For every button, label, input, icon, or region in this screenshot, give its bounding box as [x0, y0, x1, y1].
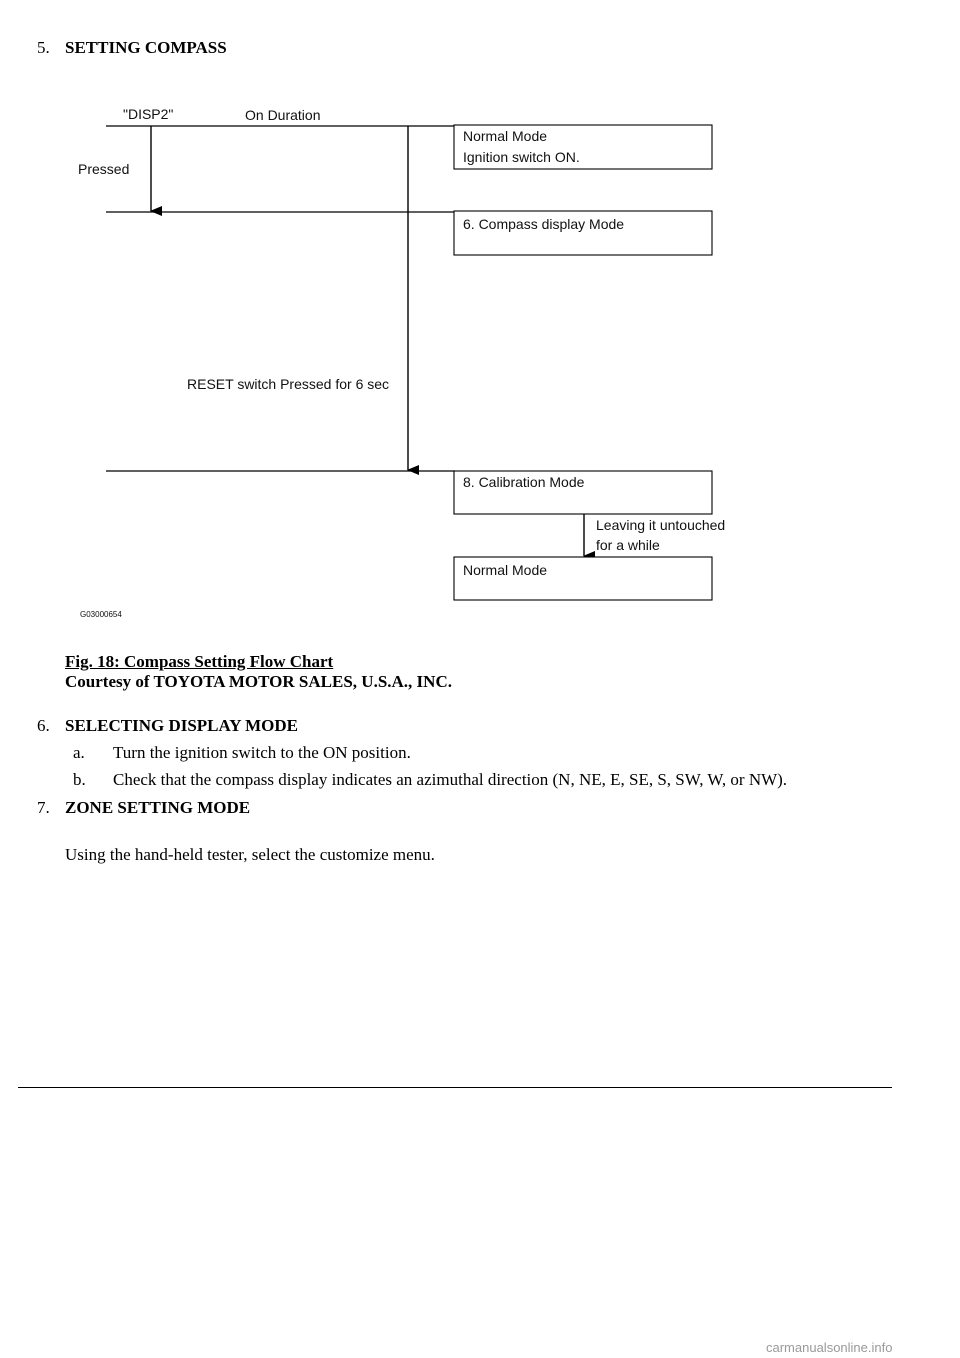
item-b-letter: b.	[73, 770, 86, 789]
disp2-label: "DISP2"	[123, 106, 174, 122]
section-7-number: 7.	[37, 798, 50, 817]
compass-flow-diagram	[0, 0, 960, 640]
on-duration-label: On Duration	[245, 107, 321, 123]
box-1-line-1: Normal Mode	[463, 128, 548, 144]
box-3-label: 8. Calibration Mode	[463, 474, 585, 490]
section-7-title: ZONE SETTING MODE	[65, 798, 251, 817]
leaving-line-2: for a while	[596, 537, 660, 553]
box-1-line-2: Ignition switch ON.	[463, 149, 580, 165]
pressed-label: Pressed	[78, 161, 130, 177]
box-4-label: Normal Mode	[463, 562, 548, 578]
leaving-line-1: Leaving it untouched	[596, 517, 726, 533]
section-6-title: SELECTING DISPLAY MODE	[65, 716, 299, 735]
item-a-text: Turn the ignition switch to the ON position.	[113, 743, 411, 762]
box-2-label: 6. Compass display Mode	[463, 216, 625, 232]
reset-switch-label: RESET switch Pressed for 6 sec	[187, 376, 390, 392]
figure-courtesy: Courtesy of TOYOTA MOTOR SALES, U.S.A., INC.	[65, 672, 452, 691]
bottom-divider	[18, 1087, 892, 1088]
section-7-heading	[37, 798, 250, 818]
item-b-text: Check that the compass display indicates an azimuthal direction (N, NE, E, SE, S, SW, W, or NW).	[113, 770, 788, 789]
figure-code: G03000654	[80, 610, 122, 619]
section-5-number: 5.	[37, 38, 50, 57]
section-6-number: 6.	[37, 716, 50, 735]
section-5-title: SETTING COMPASS	[65, 38, 227, 57]
section-7-paragraph: Using the hand-held tester, select the customize menu.	[65, 845, 435, 864]
section-6-item-a	[73, 743, 411, 763]
figure-title: Fig. 18: Compass Setting Flow Chart	[65, 652, 334, 671]
figure-caption	[65, 652, 452, 692]
watermark: carmanualsonline.info	[766, 1340, 893, 1355]
section-6-item-b	[73, 770, 787, 790]
item-a-letter: a.	[73, 743, 85, 762]
section-6-heading	[37, 716, 298, 736]
